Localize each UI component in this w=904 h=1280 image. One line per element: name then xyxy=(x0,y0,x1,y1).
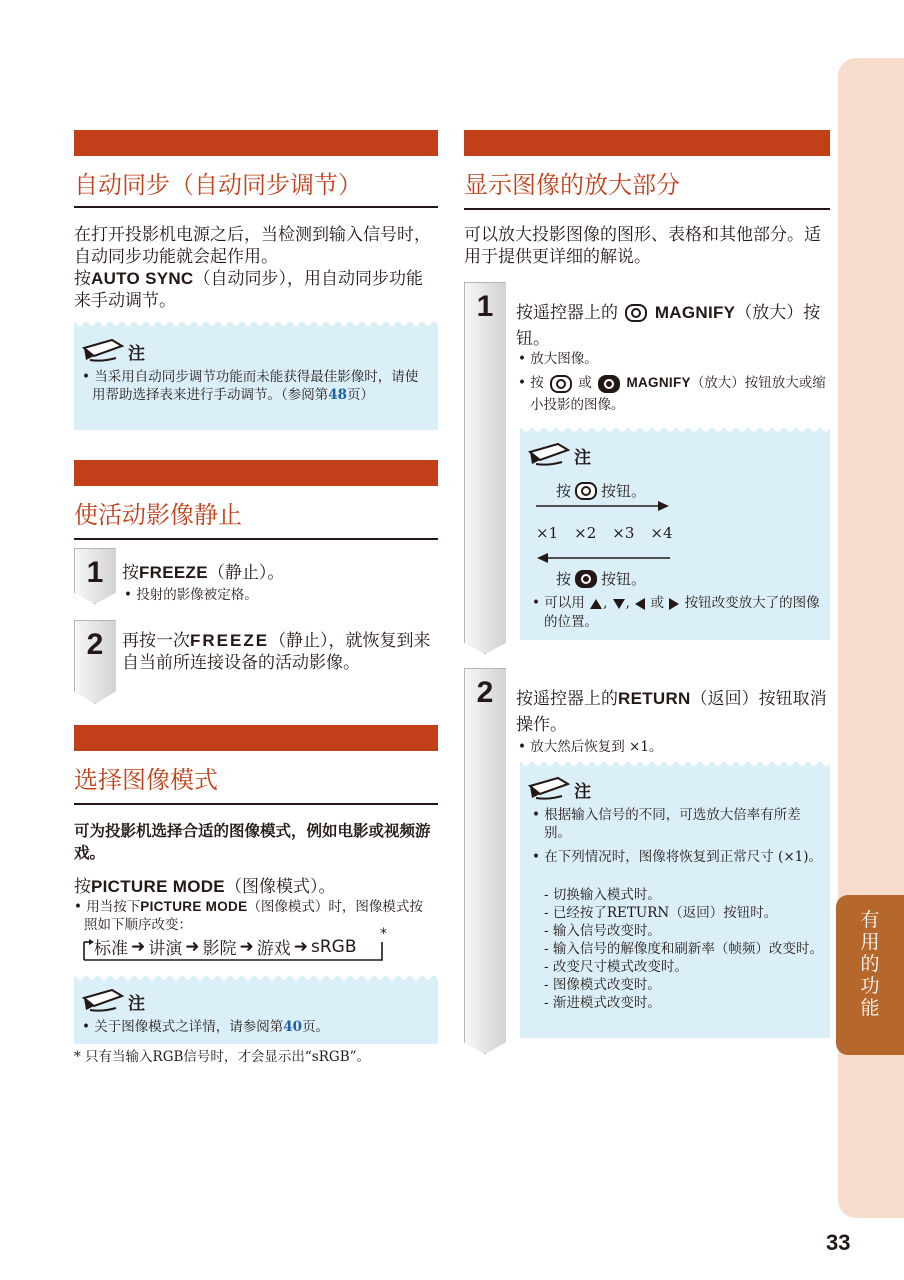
step-marker-2 xyxy=(464,668,506,1054)
note-text: 当采用自动同步调节功能而未能获得最佳影像时，请使用帮助选择表来进行手动调节。（参阅第 xyxy=(92,369,419,403)
freeze-keyword: FREEZE xyxy=(190,631,270,650)
note-dots xyxy=(520,762,830,770)
mode-presentation: 讲演 xyxy=(148,939,183,959)
section-bar-freeze xyxy=(74,460,438,486)
note-header xyxy=(82,338,145,364)
side-tab-text: 有用的功能 xyxy=(860,909,880,1019)
srgb-asterisk: * xyxy=(380,926,387,942)
bullet-pre: 按 xyxy=(530,375,544,391)
step1-post: （放大）按钮。 xyxy=(516,303,821,349)
picture-mode-description: 可为投影机选择合适的图像模式，例如电影或视频游戏。 xyxy=(74,822,431,862)
press-post: 按钮。 xyxy=(601,482,647,500)
step2-post: （返回）按钮取消操作。 xyxy=(516,689,827,735)
auto-sync-para2-pre: 按 xyxy=(74,269,91,289)
zoom-level: ×2 xyxy=(574,524,597,542)
note-bullet: • 关于图像模式之详情，请参阅第40页。 xyxy=(82,1019,330,1035)
freeze-keyword: FREEZE xyxy=(139,563,208,582)
step-number: 1 xyxy=(476,290,494,323)
side-tab-label[interactable] xyxy=(836,895,904,1055)
mode-cinema: 影院 xyxy=(202,939,237,959)
list-item-text: 输入信号改变时。 xyxy=(552,923,661,939)
pencil-icon xyxy=(528,776,570,802)
magnify-plus-button-icon xyxy=(575,482,597,500)
freeze-step1 xyxy=(122,562,438,584)
note-label: 注 xyxy=(128,993,145,1014)
note-bullet-or: 或 xyxy=(650,595,665,611)
arrow-right-icon xyxy=(536,500,670,512)
freeze-step2 xyxy=(122,630,438,674)
step2-pre: 再按一次 xyxy=(122,631,190,651)
return-bullet: • 放大然后恢复到 ×1。 xyxy=(518,739,663,755)
list-item: - 已经按了RETURN（返回）按钮时。 xyxy=(544,905,778,921)
note-text-end: 页） xyxy=(347,387,375,403)
note-dots xyxy=(74,976,438,984)
section-bar-magnify xyxy=(464,130,830,156)
zoom-level: ×3 xyxy=(612,524,635,542)
section-rule xyxy=(74,206,438,208)
pencil-icon xyxy=(82,988,124,1014)
list-item-text: 已经按了RETURN（返回）按钮时。 xyxy=(552,905,778,921)
list-item: - 渐进模式改变时。 xyxy=(544,995,661,1011)
section-title-magnify: 显示图像的放大部分 xyxy=(464,171,680,199)
press-pre: 按 xyxy=(556,482,572,500)
mode-game: 游戏 xyxy=(256,939,291,959)
right-arrow-icon xyxy=(669,598,679,610)
list-item: - 图像模式改变时。 xyxy=(544,977,661,993)
mode-sequence xyxy=(94,934,357,959)
note-text: 关于图像模式之详情，请参阅第 xyxy=(94,1019,284,1035)
note-bullet-post: 按钮改变放大了的图像的位置。 xyxy=(544,595,820,630)
list-item: - 输入信号改变时。 xyxy=(544,923,661,939)
pencil-icon xyxy=(82,338,124,364)
section-bar-picture-mode xyxy=(74,725,438,751)
bullet-text: 放大然后恢复到 ×1。 xyxy=(530,739,663,755)
list-item-text: 输入信号的解像度和刷新率（帧频）改变时。 xyxy=(552,941,823,957)
bullet-post: （图像模式）时，图像模式按照如下顺序改变： xyxy=(84,899,423,933)
magnify-plus-button-icon xyxy=(550,375,572,393)
cmd-pre: 按 xyxy=(74,877,91,897)
list-item-text: 改变尺寸模式改变时。 xyxy=(552,959,688,975)
bullet-pre: 用当按下 xyxy=(86,899,141,915)
magnify-description: 可以放大投影图像的图形、表格和其他部分。适用于提供更详细的解说。 xyxy=(464,225,821,267)
step-number: 2 xyxy=(476,676,494,709)
step-marker-1 xyxy=(464,282,506,654)
note-label: 注 xyxy=(128,343,145,364)
magnify-bullet-2: • 按 或 MAGNIFY（放大）按钮放大或缩小投影的图像。 xyxy=(518,375,826,413)
list-item: - 切换输入模式时。 xyxy=(544,887,661,903)
note-page-ref[interactable]: 48 xyxy=(328,387,348,403)
return-keyword: RETURN xyxy=(618,689,691,708)
section-title-freeze: 使活动影像静止 xyxy=(74,501,242,529)
note-bullet: • 可以用 , , 或 按钮改变放大了的图像的位置。 xyxy=(532,595,820,630)
note-bullet: • 当采用自动同步调节功能而未能获得最佳影像时，请使用帮助选择表来进行手动调节。（参阅第48页） xyxy=(82,369,419,403)
cmd-post: （图像模式）。 xyxy=(224,877,336,897)
step-number: 2 xyxy=(86,628,104,661)
zoom-scale xyxy=(536,524,673,542)
freeze-step1-bullet: • 投射的影像被定格。 xyxy=(124,587,258,603)
magnify-keyword: MAGNIFY xyxy=(654,303,736,322)
note-bullet-pre: 可以用 xyxy=(544,595,585,611)
magnify-step1 xyxy=(516,300,828,352)
zoom-in-instruction xyxy=(556,480,646,501)
arrow-right-icon: ➜ xyxy=(185,936,200,957)
auto-sync-description xyxy=(74,224,438,312)
magnify-keyword: MAGNIFY xyxy=(626,375,691,390)
list-item-text: 渐进模式改变时。 xyxy=(552,995,661,1011)
down-arrow-icon xyxy=(613,599,625,609)
pencil-icon xyxy=(528,442,570,468)
note-box-auto-sync xyxy=(74,322,438,430)
up-arrow-icon xyxy=(590,599,602,609)
section-bar-auto-sync xyxy=(74,130,438,156)
press-pre: 按 xyxy=(556,570,572,588)
note-box-picture-mode xyxy=(74,976,438,1044)
srgb-footnote: * 只有当输入RGB信号时，才会显示出“sRGB”。 xyxy=(74,1049,371,1065)
left-arrow-icon xyxy=(635,598,645,610)
step-number: 1 xyxy=(86,556,104,589)
reset-conditions-list xyxy=(544,886,824,1012)
note-box-magnify xyxy=(520,428,830,640)
section-title-picture-mode: 选择图像模式 xyxy=(74,766,218,794)
step1-pre: 按 xyxy=(122,563,139,583)
note-dots xyxy=(520,428,830,436)
auto-sync-para1: 在打开投影机电源之后，当检测到输入信号时，自动同步功能就会起作用。 xyxy=(74,225,431,267)
magnify-minus-button-icon xyxy=(598,375,620,393)
bullet-text: 放大图像。 xyxy=(530,351,598,367)
list-item: - 输入信号的解像度和刷新率（帧频）改变时。 xyxy=(544,941,823,957)
arrow-right-icon: ➜ xyxy=(239,936,254,957)
note-dots xyxy=(74,322,438,330)
mode-srgb: sRGB xyxy=(311,936,357,957)
step1-pre: 按遥控器上的 xyxy=(516,303,618,323)
magnify-step2 xyxy=(516,686,828,738)
bullet-post: （放大）按钮放大或缩小投影的图像。 xyxy=(530,375,826,413)
note-page-ref[interactable]: 40 xyxy=(283,1019,303,1035)
arrow-right-icon: ➜ xyxy=(131,936,146,957)
section-rule xyxy=(74,803,438,805)
arrow-right-icon: ➜ xyxy=(293,936,308,957)
note-bullet-2: • 在下列情况时，图像将恢复到正常尺寸 (×1)。 xyxy=(532,849,822,865)
picture-mode-keyword: PICTURE MODE xyxy=(91,877,225,896)
magnify-plus-button-icon xyxy=(625,304,647,322)
bullet-text: 投射的影像被定格。 xyxy=(136,587,258,603)
list-item-text: 切换输入模式时。 xyxy=(552,887,661,903)
note-text: 根据输入信号的不同，可选放大倍率有所差别。 xyxy=(544,807,801,841)
step1-post: （静止）。 xyxy=(207,563,285,583)
zoom-level: ×4 xyxy=(650,524,673,542)
note-label: 注 xyxy=(574,781,591,802)
picture-mode-keyword-small: PICTURE MODE xyxy=(140,899,248,914)
mode-standard: 标准 xyxy=(94,939,128,959)
note-text: 在下列情况时，图像将恢复到正常尺寸 (×1)。 xyxy=(544,849,822,865)
note-header xyxy=(82,988,145,1014)
note-text-end: 页。 xyxy=(302,1019,330,1035)
note-header xyxy=(528,442,591,468)
auto-sync-para2-post: （自动同步），用自动同步功能来手动调节。 xyxy=(74,269,424,311)
auto-sync-keyword: AUTO SYNC xyxy=(91,269,194,288)
step2-post: （静止），就恢复到来自当前所连接设备的活动影像。 xyxy=(122,631,431,673)
magnify-bullet-1: • 放大图像。 xyxy=(518,351,598,367)
bullet-or: 或 xyxy=(578,375,592,391)
note-bullet-1: • 根据输入信号的不同，可选放大倍率有所差别。 xyxy=(532,807,801,841)
note-box-return xyxy=(520,762,830,1038)
note-header xyxy=(528,776,591,802)
section-rule xyxy=(464,208,830,210)
mode-cycle-diagram xyxy=(82,926,402,964)
picture-mode-command xyxy=(74,876,438,898)
section-title-auto-sync: 自动同步（自动同步调节） xyxy=(74,171,362,199)
zoom-level: ×1 xyxy=(536,524,559,542)
list-item-text: 图像模式改变时。 xyxy=(552,977,661,993)
note-label: 注 xyxy=(574,447,591,468)
picture-mode-bullet: • 用当按下PICTURE MODE（图像模式）时，图像模式按照如下顺序改变： xyxy=(74,899,423,933)
page-number: 33 xyxy=(826,1230,851,1255)
zoom-out-instruction xyxy=(556,568,646,589)
section-rule xyxy=(74,538,438,540)
list-item: - 改变尺寸模式改变时。 xyxy=(544,959,688,975)
step2-pre: 按遥控器上的 xyxy=(516,689,618,709)
press-post: 按钮。 xyxy=(601,570,647,588)
magnify-minus-button-icon xyxy=(575,570,597,588)
arrow-left-icon xyxy=(536,552,670,564)
